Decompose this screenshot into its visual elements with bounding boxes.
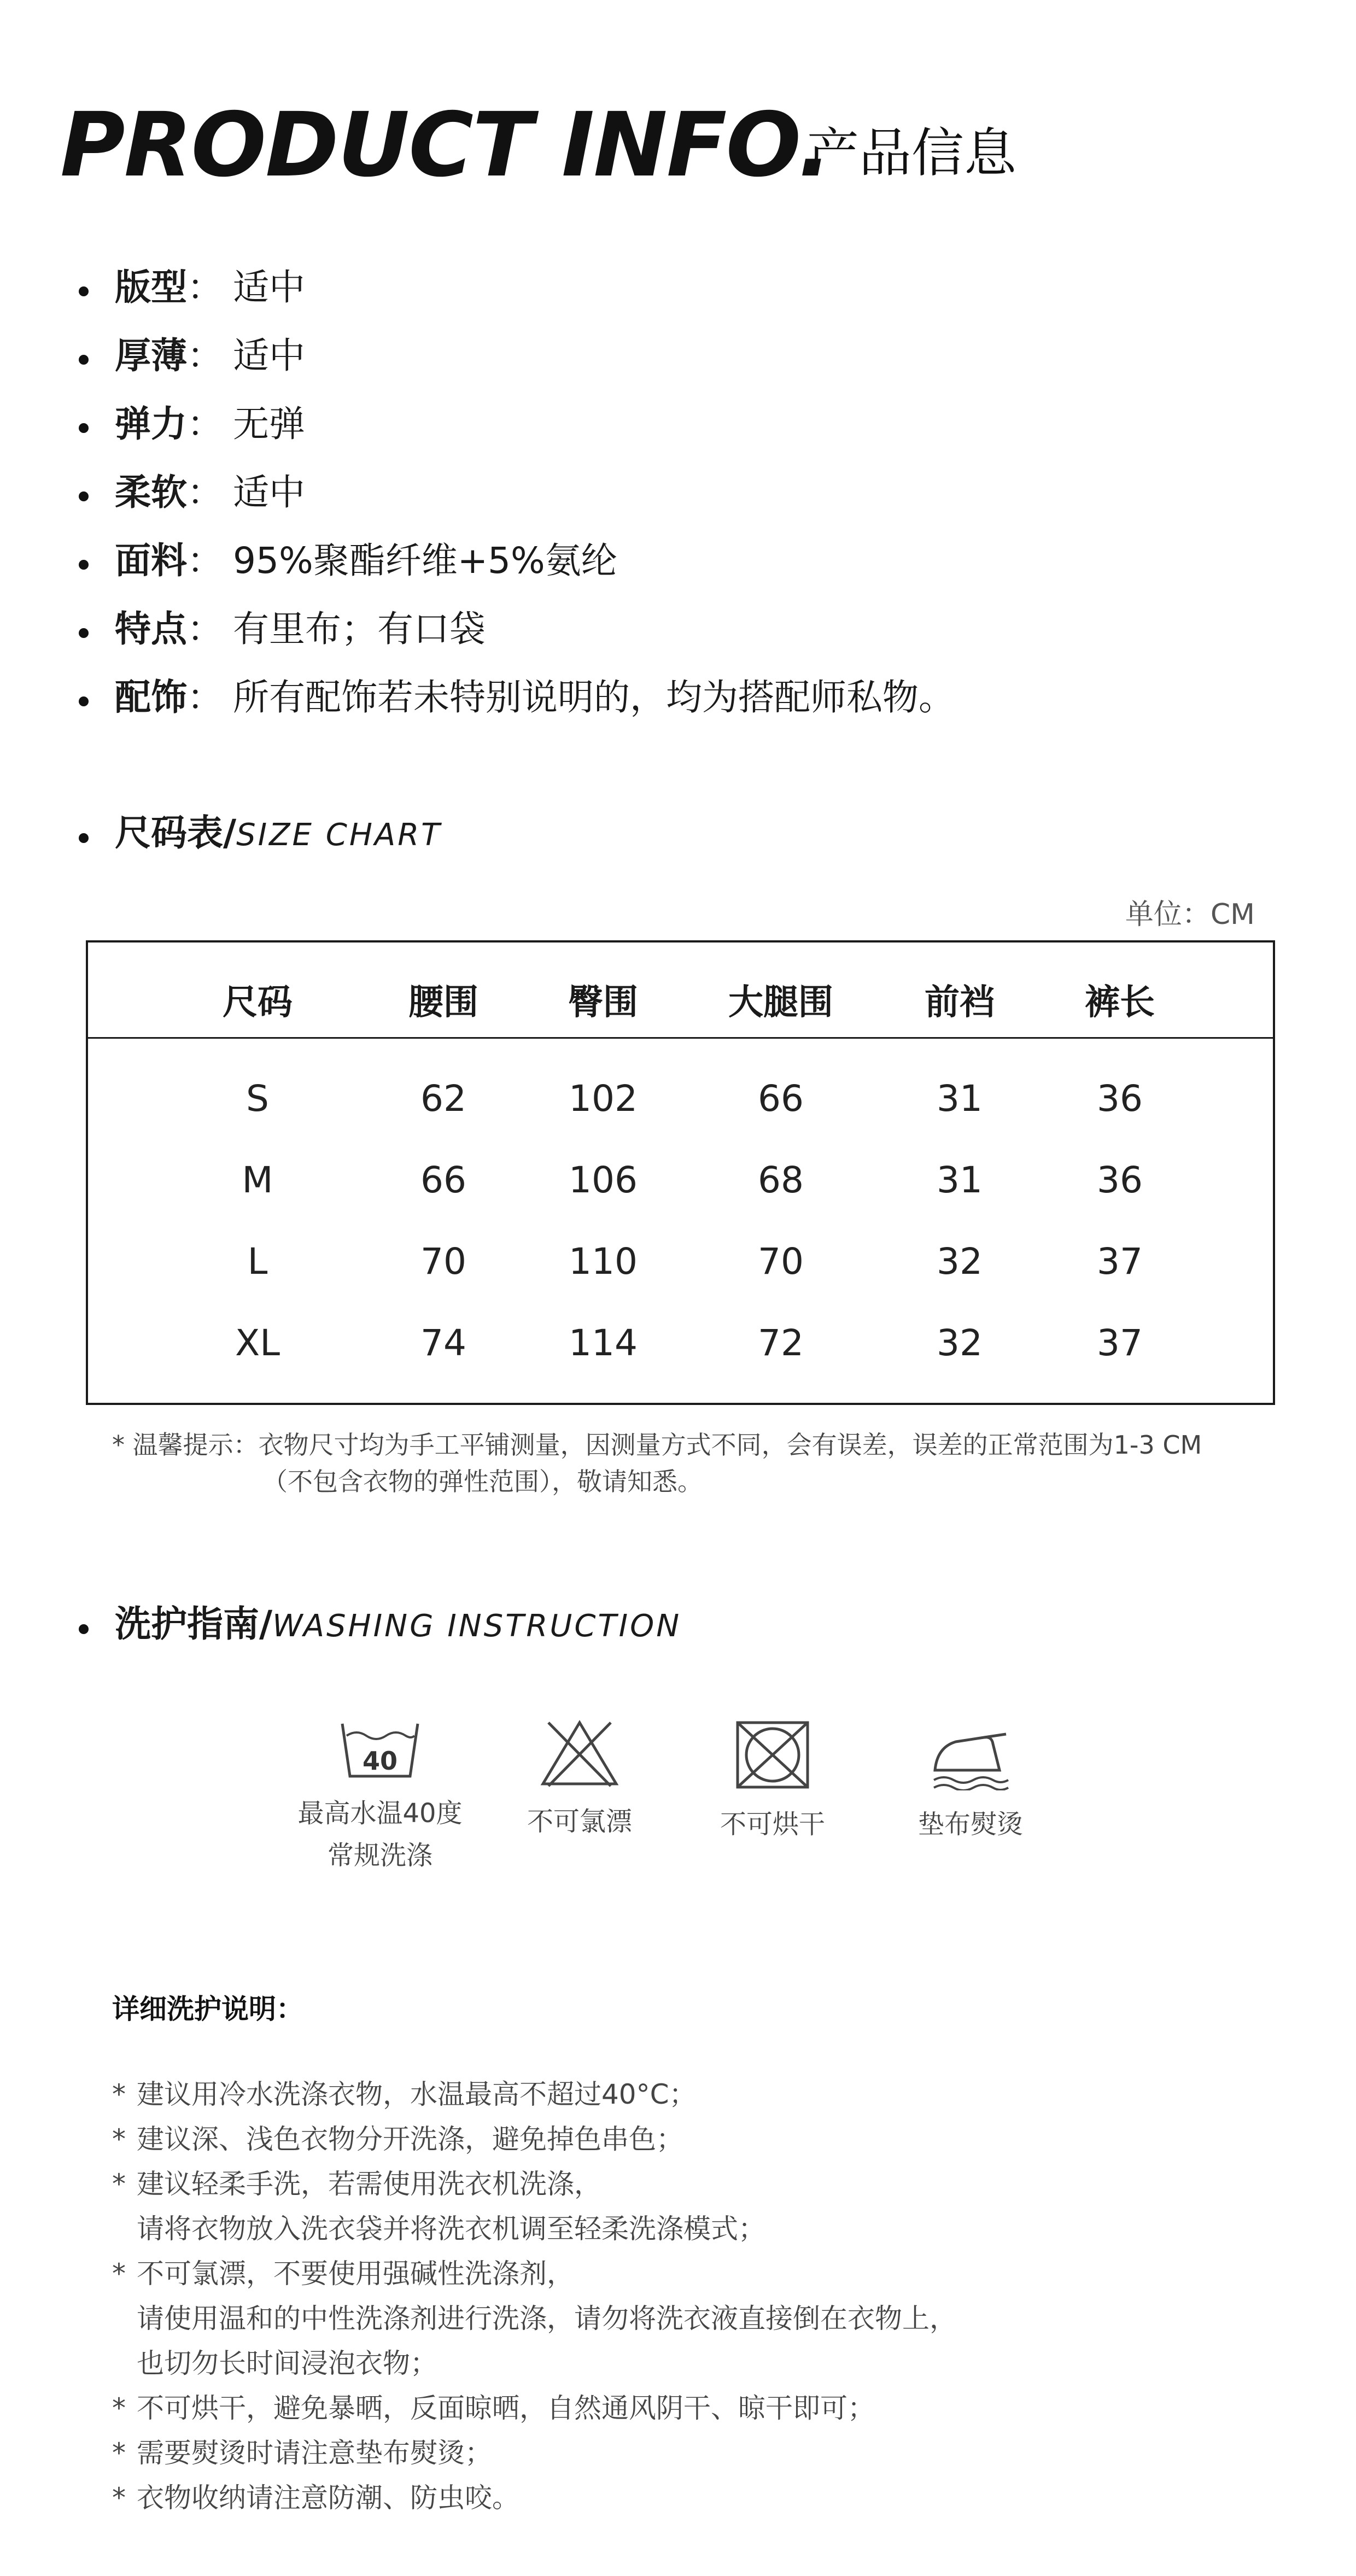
table-cell: S — [246, 1078, 269, 1120]
table-header-divider — [88, 1037, 1273, 1039]
wash-label: 不可烘干 — [720, 1809, 825, 1840]
table-cell: 37 — [1097, 1240, 1143, 1283]
bullet-icon — [79, 355, 89, 365]
care-title: 详细洗护说明： — [112, 1993, 303, 2025]
measurement-note — [112, 1427, 1202, 1500]
wash-label: 不可氯漂 — [527, 1806, 632, 1837]
table-header-size: 尺码 — [223, 982, 293, 1023]
table-cell: 66 — [420, 1159, 466, 1201]
wash-40-icon — [339, 1719, 421, 1779]
wash-label: 垫布熨烫 — [917, 1809, 1023, 1840]
table-cell: 66 — [758, 1078, 804, 1120]
care-item: * 建议用冷水洗涤衣物，水温最高不超过40°C； — [112, 2079, 697, 2110]
page-title: PRODUCT INFO. — [60, 94, 831, 197]
svg-text:40: 40 — [362, 1746, 398, 1776]
table-cell: 70 — [758, 1240, 804, 1283]
bullet-icon — [79, 696, 89, 706]
table-header-front-rise: 前裆 — [925, 982, 995, 1023]
attribute-fabric: 面料： 95%聚酯纤维+5%氨纶 — [77, 541, 955, 610]
table-cell: 106 — [569, 1159, 638, 1201]
unit-label: 单位：CM — [1125, 898, 1255, 931]
bullet-icon — [79, 1624, 89, 1634]
bullet-icon — [79, 560, 89, 570]
table-cell: 70 — [420, 1240, 466, 1283]
table-cell: 31 — [937, 1078, 983, 1120]
attribute-fit: 版型： 适中 — [77, 268, 955, 336]
table-cell: M — [242, 1159, 273, 1201]
care-instructions — [112, 2072, 957, 2520]
wash-label: 常规洗涤 — [327, 1840, 432, 1871]
table-cell: 37 — [1097, 1322, 1143, 1364]
table-cell: 114 — [569, 1322, 638, 1364]
wash-item-no-tumble-dry — [674, 1719, 871, 1846]
table-cell: 36 — [1097, 1078, 1143, 1120]
note-line: * 温馨提示：衣物尺寸均为手工平铺测量，因测量方式不同，会有误差，误差的正常范围为1-3 CM — [112, 1430, 1202, 1460]
bullet-icon — [79, 286, 89, 296]
no-bleach-icon — [539, 1719, 621, 1788]
care-item: * 衣物收纳请注意防潮、防虫咬。 — [112, 2482, 519, 2514]
attribute-elasticity: 弹力： 无弹 — [77, 405, 955, 473]
table-cell: 102 — [569, 1078, 638, 1120]
bullet-icon — [79, 833, 89, 843]
iron-with-cloth-icon — [930, 1728, 1012, 1790]
no-tumble-dry-icon — [734, 1719, 811, 1790]
table-cell: 110 — [569, 1240, 638, 1283]
washing-heading: 洗护指南/WASHING INSTRUCTION — [77, 1605, 681, 1644]
size-table — [86, 940, 1275, 1405]
bullet-icon — [79, 423, 89, 433]
wash-label: 最高水温40度 — [297, 1798, 463, 1829]
care-item: * 不可烘干，避免暴晒，反面晾晒，自然通风阴干、晾干即可； — [112, 2392, 875, 2424]
product-attributes — [77, 268, 955, 746]
attribute-thickness: 厚薄： 适中 — [77, 336, 955, 405]
table-header-thigh: 大腿围 — [728, 982, 833, 1023]
attribute-features: 特点： 有里布；有口袋 — [77, 610, 955, 678]
bullet-icon — [79, 491, 89, 501]
attribute-softness: 柔软： 适中 — [77, 473, 955, 541]
note-line: （不包含衣物的弹性范围），敬请知悉。 — [262, 1466, 703, 1496]
table-header-length: 裤长 — [1085, 982, 1155, 1023]
bullet-icon — [79, 628, 89, 638]
table-cell: 32 — [937, 1240, 983, 1283]
table-header-waist: 腰围 — [408, 982, 478, 1023]
table-cell: 74 — [420, 1322, 466, 1364]
wash-item-iron-cloth — [872, 1728, 1069, 1846]
table-cell: 68 — [758, 1159, 804, 1201]
table-cell: 32 — [937, 1322, 983, 1364]
attribute-accessories: 配饰： 所有配饰若未特别说明的，均为搭配师私物。 — [77, 678, 955, 746]
table-cell: 36 — [1097, 1159, 1143, 1201]
table-cell: L — [247, 1240, 268, 1283]
page-title-cn: 产品信息 — [806, 122, 1016, 184]
wash-item-40 — [282, 1719, 478, 1877]
wash-item-no-bleach — [481, 1719, 678, 1843]
care-item: * 不可氯漂，不要使用强碱性洗涤剂， 请使用温和的中性洗涤剂进行洗涤，请勿将洗衣液直接倒在衣物上， 也切勿长时间浸泡衣物； — [112, 2258, 957, 2379]
table-cell: XL — [235, 1322, 280, 1364]
care-item: * 建议轻柔手洗，若需使用洗衣机洗涤， 请将衣物放入洗衣袋并将洗衣机调至轻柔洗涤模式； — [112, 2168, 765, 2245]
table-cell: 62 — [420, 1078, 466, 1120]
care-item: * 需要熨烫时请注意垫布熨烫； — [112, 2437, 492, 2469]
size-chart-heading: 尺码表/SIZE CHART — [77, 813, 442, 853]
care-item: * 建议深、浅色衣物分开洗涤，避免掉色串色； — [112, 2123, 683, 2155]
table-header-hip: 臀围 — [568, 982, 638, 1023]
table-cell: 31 — [937, 1159, 983, 1201]
table-cell: 72 — [758, 1322, 804, 1364]
